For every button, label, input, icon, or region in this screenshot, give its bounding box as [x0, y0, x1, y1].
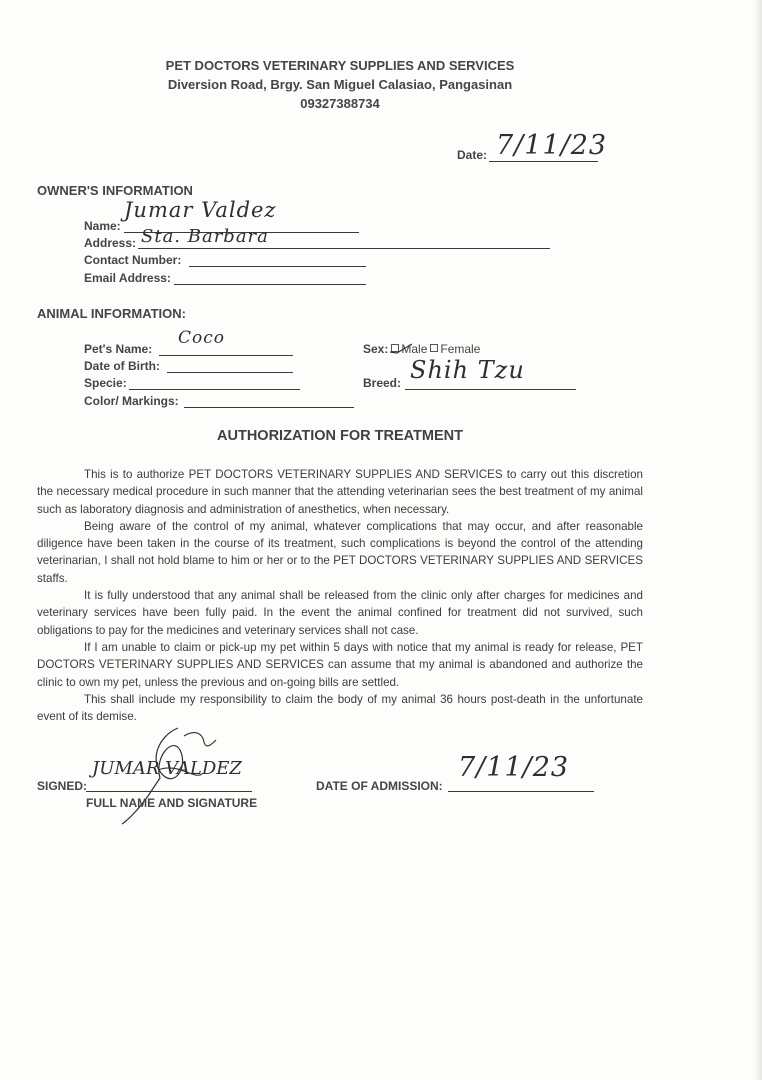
company-phone: 09327388734: [300, 96, 380, 111]
authorization-title: AUTHORIZATION FOR TREATMENT: [217, 428, 463, 444]
owner-address-label: Address:: [84, 236, 137, 250]
male-option: Male: [401, 342, 428, 356]
color-markings-line: [184, 407, 354, 408]
admission-date-line: [448, 791, 594, 792]
sex-field: [363, 342, 480, 356]
breed-value: Shih Tzu: [410, 356, 525, 384]
female-option: Female: [440, 342, 481, 356]
company-address: Diversion Road, Brgy. San Miguel Calasiao, Pangasinan: [167, 77, 513, 92]
date-label: Date:: [457, 148, 488, 162]
owner-address-value: Sta. Barbara: [141, 226, 269, 247]
contact-number-label: Contact Number:: [84, 253, 182, 267]
paragraph-complications: Being aware of the control of my animal, whatever complications that may occur, and after reasonable diligence have been taken in the course of its treatment, such complications is beyond the control of the attending veterinarian, I shall not hold blame to him or her or to the PET DOCTORS VETERINARY SUPPLIES AND SERVICES staffs.: [37, 519, 643, 585]
female-checkbox: [430, 344, 438, 352]
specie-label: Specie:: [84, 376, 127, 390]
owner-section-heading: OWNER'S INFORMATION: [37, 183, 193, 198]
owner-name-value: Jumar Valdez: [124, 198, 277, 222]
signed-name-value: JUMAR VALDEZ: [92, 758, 242, 779]
date-line: [489, 161, 598, 162]
breed-line: [405, 389, 576, 390]
admission-date-label: DATE OF ADMISSION:: [316, 779, 443, 793]
owner-address-line: [138, 248, 550, 249]
specie-line: [129, 389, 300, 390]
contact-number-line: [189, 266, 366, 267]
owner-name-label: Name:: [84, 219, 121, 233]
email-label: Email Address:: [84, 271, 171, 285]
company-name: PET DOCTORS VETERINARY SUPPLIES AND SERVICES: [165, 58, 515, 73]
male-checkmark: [388, 342, 414, 356]
animal-section-heading: ANIMAL INFORMATION:: [37, 306, 186, 321]
signature-caption: FULL NAME AND SIGNATURE: [86, 796, 258, 810]
signature-scrawl: [118, 722, 238, 826]
date-value: 7/11/23: [496, 130, 608, 161]
signed-label: SIGNED:: [37, 779, 88, 793]
page-edge-shadow: [754, 0, 762, 1080]
pet-name-label: Pet's Name:: [84, 342, 153, 356]
paragraph-authorize: This is to authorize PET DOCTORS VETERINARY SUPPLIES AND SERVICES to carry out this discretion the necessary medical procedure in such manner that the attending veterinarian sees the best treatment of my animal such as laboratory diagnosis and administration of anesthetics, when necessary.: [37, 468, 643, 516]
pet-name-line: [159, 355, 293, 356]
breed-label: Breed:: [363, 376, 402, 390]
paragraph-abandonment: If I am unable to claim or pick-up my pet within 5 days with notice that my animal is ready for release, PET DOCTORS VETERINARY SUPPLIES AND SERVICES can assume that my animal is abandoned and authorize the clinic to own my pet, unless the previous and on-going bills are settled.: [37, 640, 643, 689]
authorization-text: [37, 466, 643, 725]
sex-label: Sex:: [363, 342, 389, 356]
paragraph-release-charges: It is fully understood that any animal shall be released from the clinic only after charges for medicines and veterinary services have been fully paid. In the event the animal confined for treatment did not survived, such obligations to pay for the medicines and veterinary services shall not case.: [37, 589, 643, 637]
color-markings-label: Color/ Markings:: [84, 394, 179, 408]
letterhead: [0, 56, 680, 113]
dob-label: Date of Birth:: [84, 359, 160, 373]
admission-date-value: 7/11/23: [458, 752, 570, 783]
dob-line: [167, 372, 293, 373]
email-line: [174, 284, 366, 285]
pet-name-value: Coco: [178, 328, 225, 348]
paragraph-remains: This shall include my responsibility to claim the body of my animal 36 hours post-death in the unfortunate event of its demise.: [37, 692, 643, 724]
